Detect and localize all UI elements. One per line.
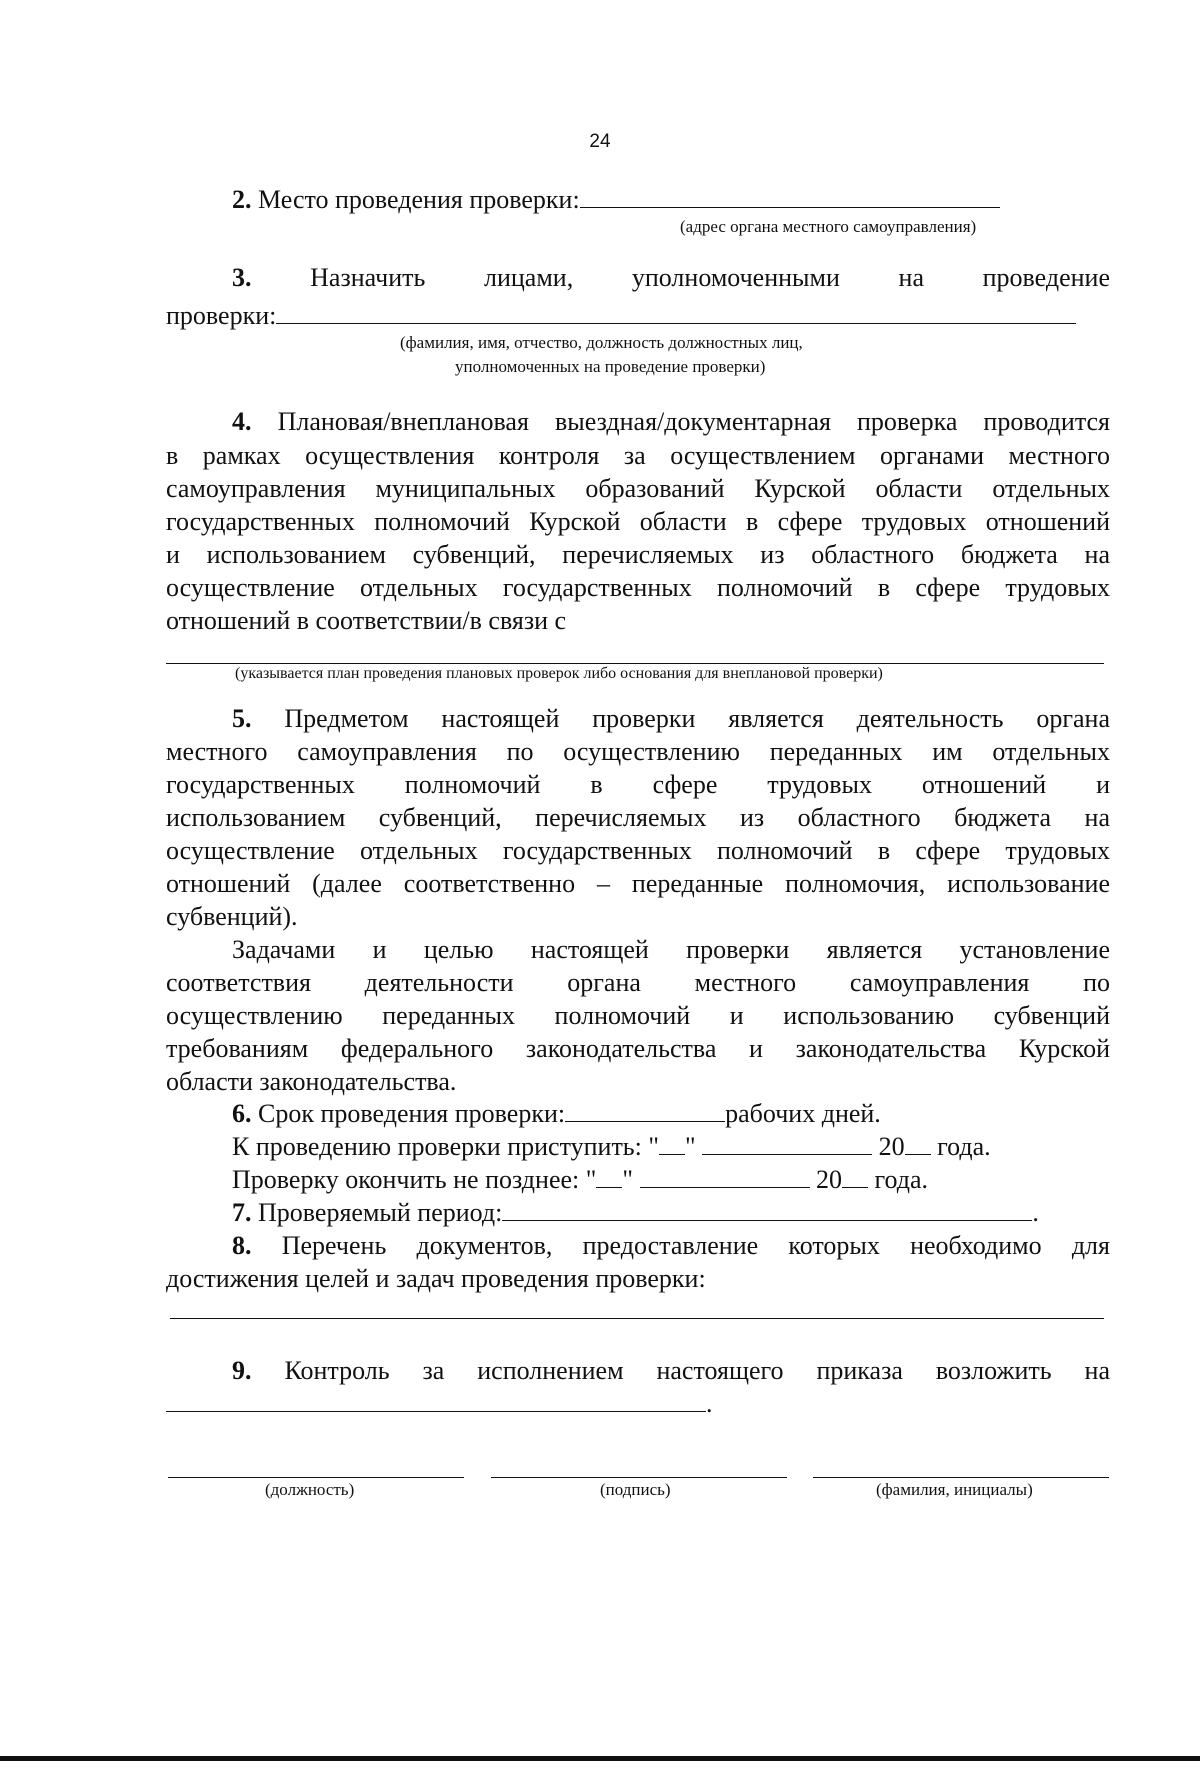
section-5-line-5: осуществление отдельных государственных полномочий в сфере трудовых [166,836,1110,865]
section-4-line-5: и использованием субвенций, перечисляемых из областного бюджета на [166,540,1110,569]
section-5-par2-line-1: Задачами и целью настоящей проверки является установление [232,935,1110,964]
section-6-text: Срок проведения проверки: [258,1099,566,1128]
section-5-line-3: государственных полномочий в сфере трудовых отношений и [166,770,1110,799]
year-word: года. [874,1165,929,1194]
section-5-line-2: местного самоуправления по осуществлению переданных им отдельных [166,737,1110,766]
section-7-number: 7. [232,1198,252,1227]
section-2-number: 2. [232,185,252,214]
section-5-line-4: использованием субвенций, перечисляемых из областного бюджета на [166,803,1110,832]
documents-list-field[interactable] [170,1318,1104,1319]
duration-days-field[interactable] [565,1099,725,1122]
start-day-field[interactable] [659,1132,685,1155]
section-6-start [232,1131,1112,1163]
inspectors-field[interactable] [276,301,1076,324]
responsible-person-field[interactable] [166,1389,706,1412]
text-line: Перечень документов, предоставление которых необходимо для [281,1231,1110,1260]
section-5-par2-line-4: требованиям федерального законодательства и законодательства Курской [166,1034,1110,1063]
signature-line[interactable] [491,1477,787,1478]
year-prefix: 20 [878,1132,905,1161]
section-7 [232,1197,1112,1229]
section-3-number: 3. [232,263,252,292]
section-2-hint: (адрес органа местного самоуправления) [680,217,977,236]
section-5-line-1 [232,703,1110,735]
end-label: Проверку окончить не позднее: [232,1165,580,1194]
position-caption: (должность) [265,1480,355,1499]
quote: " [685,1132,696,1161]
name-caption: (фамилия, инициалы) [876,1480,1033,1499]
section-8-line-2: достижения целей и задач проведения проверки: [166,1264,706,1293]
section-5-line-6: отношений (далее соответственно – переданные полномочия, использование [166,869,1110,898]
section-5-par2-line-2: соответствия деятельности органа местного самоуправления по [166,968,1110,997]
section-6-end [232,1164,1112,1196]
section-9-line-2 [166,1388,1110,1420]
section-7-text: Проверяемый период: [258,1198,503,1227]
quote: " [648,1132,660,1161]
section-2 [232,184,1112,216]
name-signature-line[interactable] [813,1477,1109,1478]
position-signature-line[interactable] [168,1477,464,1478]
start-year-field[interactable] [905,1132,931,1155]
section-8-line-1 [232,1230,1110,1262]
section-5-line-7: субвенций). [166,902,298,931]
text-line: Контроль за исполнением настоящего приказа возложить на [284,1356,1110,1385]
period: . [1032,1198,1039,1227]
section-4-line-6: осуществление отдельных государственных полномочий в сфере трудовых [166,573,1110,602]
section-3-line-1 [232,262,1110,294]
section-6-days-label: рабочих дней. [725,1099,881,1128]
inspected-period-field[interactable] [502,1198,1032,1221]
signature-caption: (подпись) [600,1480,671,1499]
text-line: Плановая/внеплановая выездная/документарная проверка проводится [277,407,1110,436]
text-line: Предметом настоящей проверки является деятельность органа [284,704,1110,733]
year-prefix: 20 [816,1165,843,1194]
section-9-line-1 [232,1355,1110,1387]
section-3-text: проверки: [166,301,277,330]
start-month-field[interactable] [702,1132,872,1155]
section-9-number: 9. [232,1356,252,1385]
section-5-par2-line-3: осуществлению переданных полномочий и использованию субвенций [166,1001,1110,1030]
section-3-word: лицами, [484,263,574,292]
section-4-number: 4. [232,407,252,436]
end-day-field[interactable] [596,1165,622,1188]
section-4-line-3: самоуправления муниципальных образований Курской области отдельных [166,474,1110,503]
section-6-duration [232,1098,1112,1130]
end-year-field[interactable] [842,1165,868,1188]
page-bottom-border [0,1756,1200,1761]
section-4-line-4: государственных полномочий Курской области в сфере трудовых отношений [166,507,1110,536]
section-3-hint-1: (фамилия, имя, отчество, должность должностных лиц, [400,333,803,352]
inspection-place-field[interactable] [580,185,1000,208]
section-4-line-2: в рамках осуществления контроля за осуществлением органами местного [166,441,1110,470]
section-3-line-2 [166,300,1110,332]
section-3-word: Назначить [310,263,426,292]
section-5-number: 5. [232,704,252,733]
section-3-word: уполномоченными [631,263,840,292]
section-5-par2-line-5: области законодательства. [166,1067,457,1096]
section-8-number: 8. [232,1231,252,1260]
page-number: 24 [589,131,611,152]
year-word: года. [937,1132,991,1161]
section-4-line-7: отношений в соответствии/в связи с [166,606,567,635]
end-month-field[interactable] [640,1165,810,1188]
section-4-hint: (указывается план проведения плановых проверок либо основания для внеплановой проверки) [235,665,883,682]
section-3-word: на [898,263,924,292]
section-4-line-1 [232,406,1110,438]
start-label: К проведению проверки приступить: [232,1132,642,1161]
section-2-text: Место проведения проверки: [258,185,580,214]
quote: " [622,1165,634,1194]
section-3-hint-2: уполномоченных на проведение проверки) [455,357,766,376]
quote: " [585,1165,597,1194]
period: . [706,1389,713,1418]
section-3-word: проведение [982,263,1111,292]
section-6-number: 6. [232,1099,252,1128]
